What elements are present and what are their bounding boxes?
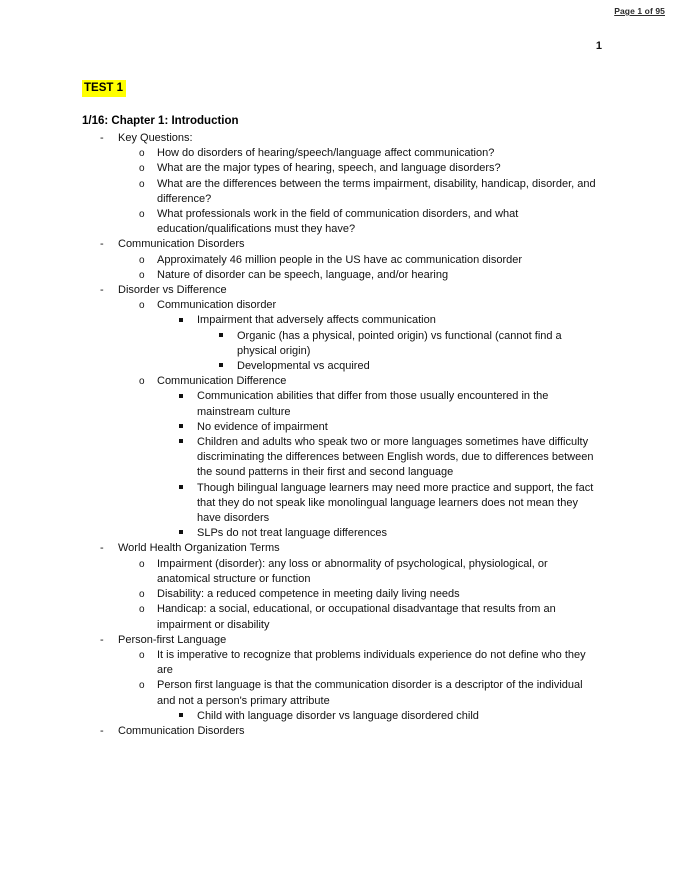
list-item-text: Developmental vs acquired <box>237 360 370 373</box>
page-title: 1/16: Chapter 1: Introduction <box>82 115 239 127</box>
list-item <box>118 557 600 587</box>
list-item-text: Communication Difference <box>157 375 287 388</box>
bullet-dash-icon: - <box>100 633 104 646</box>
outline-item-disorder-vs-difference <box>82 283 600 541</box>
outline-item-communication-disorders-2 <box>82 724 600 739</box>
list-item <box>157 435 600 481</box>
bullet-square-icon <box>157 389 197 404</box>
list-item-text: Approximately 46 million people in the US have ac communication disorder <box>157 253 523 266</box>
list-item <box>118 161 600 176</box>
outline-sublist-disorder-vs-difference <box>118 298 600 541</box>
bullet-circle-icon: o <box>139 649 145 661</box>
list-item-text: What are the differences between the terms impairment, disability, handicap, disorder, and difference? <box>157 177 596 205</box>
list-item-text: No evidence of impairment <box>197 420 328 433</box>
outline-item-communication-disorders <box>82 237 600 283</box>
list-item <box>118 602 600 632</box>
bullet-circle-icon: o <box>139 209 145 221</box>
bullet-circle-icon: o <box>139 680 145 692</box>
outline-item-person-first-language <box>82 633 600 724</box>
list-item-text: Person first language is that the communication disorder is a descriptor of the individual and not a person's primary attribute <box>157 679 583 707</box>
list-item <box>197 329 600 359</box>
bullet-circle-icon: o <box>139 558 145 570</box>
list-item <box>118 177 600 207</box>
bullet-dash-icon: - <box>100 132 104 144</box>
list-item-text: Children and adults who speak two or more languages sometimes have difficulty discriminating the differences between English words, due to differences between the sound patterns in their first and second language <box>197 436 594 479</box>
list-item-text: Child with language disorder vs language disordered child <box>197 709 479 722</box>
bullet-circle-icon: o <box>139 376 145 388</box>
outline-sublist-communication-disorder <box>157 313 600 374</box>
list-item-text: How do disorders of hearing/speech/language affect communication? <box>157 147 495 160</box>
list-item <box>118 268 600 283</box>
outline-label: Communication Disorders <box>118 238 245 251</box>
list-item <box>157 481 600 527</box>
list-item <box>118 253 600 268</box>
list-item-text: Communication abilities that differ from those usually encountered in the mainstream culture <box>197 390 549 418</box>
list-item <box>157 526 600 541</box>
outline-root <box>82 131 600 739</box>
list-item-text: Nature of disorder can be speech, language, and/or hearing <box>157 268 449 281</box>
outline-item-who-terms <box>82 541 600 632</box>
list-item-text: Though bilingual language learners may need more practice and support, the fact that they do not speak like monolingual language learners does not mean they have disorders <box>197 481 594 525</box>
bullet-circle-icon: o <box>139 163 145 175</box>
list-item-text: SLPs do not treat language differences <box>197 527 387 540</box>
bullet-dash-icon: - <box>100 724 104 737</box>
bullet-circle-icon: o <box>139 178 145 190</box>
list-item <box>118 678 600 724</box>
list-item <box>157 709 600 724</box>
document-body <box>82 78 600 739</box>
outline-sublist-who-terms <box>118 557 600 633</box>
bullet-square-icon <box>157 420 197 435</box>
bullet-dash-icon: - <box>100 284 104 297</box>
list-item-communication-disorder <box>118 298 600 374</box>
list-item <box>118 207 600 237</box>
list-item-text: Handicap: a social, educational, or occupational disadvantage that results from an impairment or disability <box>157 603 556 631</box>
outline-sublist-person-first-language <box>118 648 600 724</box>
list-item-text: Disability: a reduced competence in meeting daily living needs <box>157 588 460 601</box>
bullet-square-icon <box>197 329 237 344</box>
list-item-text: Organic (has a physical, pointed origin) vs functional (cannot find a physical origin) <box>237 329 562 357</box>
bullet-square-icon <box>157 709 197 724</box>
outline-sublist-impairment-types <box>197 329 600 375</box>
bullet-circle-icon: o <box>139 269 145 281</box>
list-item <box>118 648 600 678</box>
outline-sublist-person-first-example <box>157 709 600 724</box>
outline-label: Person-first Language <box>118 633 227 646</box>
bullet-square-icon <box>157 526 197 541</box>
bullet-dash-icon: - <box>100 542 104 555</box>
bullet-square-icon <box>157 481 197 496</box>
outline-sublist-communication-disorders <box>118 253 600 283</box>
list-item <box>157 313 600 374</box>
list-item <box>118 146 600 161</box>
bullet-circle-icon: o <box>139 254 145 266</box>
bullet-square-icon <box>197 359 237 374</box>
bullet-circle-icon: o <box>139 589 145 601</box>
list-item <box>157 389 600 419</box>
bullet-circle-icon: o <box>139 300 145 312</box>
list-item-communication-difference <box>118 374 600 541</box>
outline-sublist-key-questions <box>118 146 600 237</box>
outline-label: World Health Organization Terms <box>118 542 280 555</box>
outline-label: Key Questions: <box>118 132 193 144</box>
outline-label: Disorder vs Difference <box>118 284 227 297</box>
bullet-dash-icon: - <box>100 238 104 251</box>
list-item <box>118 587 600 602</box>
page-number: 1 <box>595 40 602 52</box>
bullet-circle-icon: o <box>139 148 145 160</box>
outline-sublist-communication-difference <box>157 389 600 541</box>
list-item <box>157 420 600 435</box>
bullet-square-icon <box>157 313 197 328</box>
list-item-text: Impairment that adversely affects communication <box>197 314 436 327</box>
list-item-text: What are the major types of hearing, speech, and language disorders? <box>157 162 501 175</box>
bullet-circle-icon: o <box>139 604 145 616</box>
list-item <box>197 359 600 374</box>
page-indicator-header: Page 1 of 95 <box>614 6 665 16</box>
list-item-text: Impairment (disorder): any loss or abnormality of psychological, physiological, or anatomical structure or function <box>157 557 548 585</box>
list-item-text: What professionals work in the field of communication disorders, and what education/qualifications must they have? <box>157 208 519 236</box>
bullet-square-icon <box>157 435 197 450</box>
list-item-text: Communication disorder <box>157 299 277 312</box>
outline-label: Communication Disorders <box>118 724 245 737</box>
outline-item-key-questions <box>82 131 600 237</box>
test-label-highlighted: TEST 1 <box>82 80 126 97</box>
list-item-text: It is imperative to recognize that problems individuals experience do not define who they are <box>157 648 586 677</box>
